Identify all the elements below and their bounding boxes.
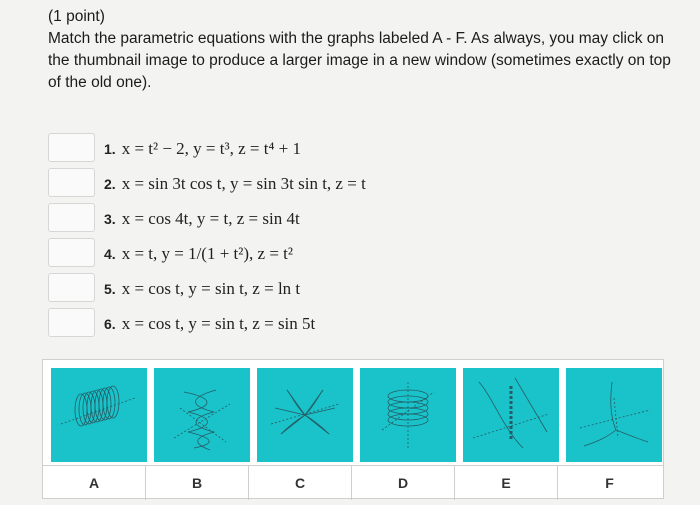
graph-labels-row [43,465,663,500]
instructions-text: Match the parametric equations with the graphs labeled A - F. As always, you may click on the thumbnail image to produce a larger image in a new window (sometimes exactly on top of the old one). [48,30,671,91]
graph-table [42,359,664,499]
graph-label-e: E [455,466,558,500]
graph-label-c: C [249,466,352,500]
answer-input-1[interactable] [48,133,95,162]
graph-thumbnail-f[interactable] [566,368,662,462]
stacked-circles-icon [360,368,456,462]
graph-label-a: A [43,466,146,500]
twisted-helix-icon [154,368,250,462]
graph-thumbnail-b[interactable] [154,368,250,462]
cusp-curve-icon [566,368,662,462]
equation-text: x = t, y = 1/(1 + t²), z = t² [121,244,293,263]
graph-label-d: D [352,466,455,500]
ln-helix-icon [463,368,559,462]
graph-label-b: B [146,466,249,500]
equation-text: x = t² − 2, y = t³, z = t⁴ + 1 [121,139,301,158]
equation-number: 6. [104,316,116,332]
equation-number: 4. [104,246,116,262]
equation-number: 2. [104,176,116,192]
equation-number: 3. [104,211,116,227]
points-label: (1 point) [48,8,105,25]
answer-input-2[interactable] [48,168,95,197]
equation-row [48,168,448,202]
equation-text: x = cos t, y = sin t, z = sin 5t [121,314,316,333]
equation-row [48,308,448,342]
answer-input-5[interactable] [48,273,95,302]
answer-input-6[interactable] [48,308,95,337]
equation-text: x = cos 4t, y = t, z = sin 4t [121,209,300,228]
equation-number: 5. [104,281,116,297]
graph-thumbnail-a[interactable] [51,368,147,462]
graph-thumbnail-d[interactable] [360,368,456,462]
equation-row [48,203,448,237]
equation-number: 1. [104,141,116,157]
flower-curve-icon [257,368,353,462]
equation-row [48,273,448,307]
equation-row [48,238,448,272]
equation-text: x = cos t, y = sin t, z = ln t [121,279,301,298]
answer-input-3[interactable] [48,203,95,232]
problem-header [48,6,688,94]
graph-label-f: F [605,475,614,491]
graph-thumbnail-e[interactable] [463,368,559,462]
answer-input-4[interactable] [48,238,95,267]
equation-text: x = sin 3t cos t, y = sin 3t sin t, z = t [121,174,366,193]
equation-row [48,133,448,167]
graph-thumbnail-c[interactable] [257,368,353,462]
spiral-tube-icon [51,368,147,462]
